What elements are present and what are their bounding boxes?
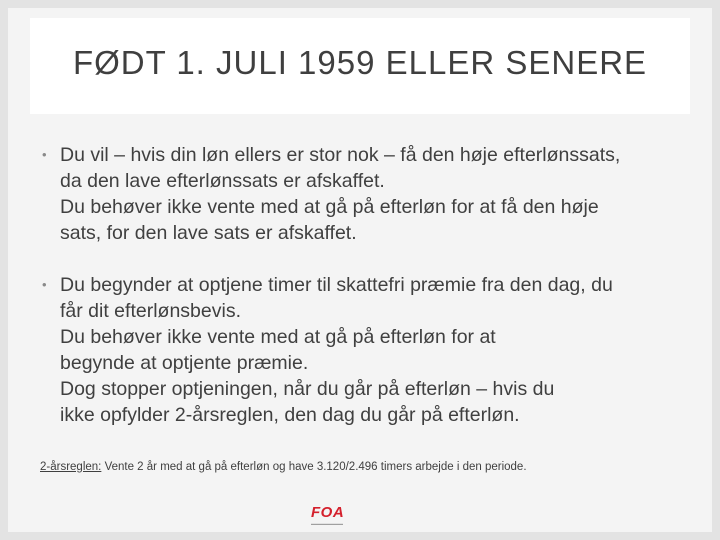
title-box [30,18,690,114]
bullet-2-line-5: Dog stopper optjeningen, når du går på efterløn – hvis du [60,378,555,400]
bullet-1-line-3: Du behøver ikke vente med at gå på efterløn for at få den høje [60,196,599,218]
bullet-1-line-4: sats, for den lave sats er afskaffet. [60,222,357,244]
footnote-text: Vente 2 år med at gå på efterløn og have 3.120/2.496 timers arbejde i den periode. [101,461,527,473]
logo-tagline: ▬▬▬▬▬▬▬▬ [311,521,343,526]
bullet-1-line-1: Du vil – hvis din løn ellers er stor nok – få den høje efterlønssats, [60,144,621,166]
bullet-2-line-6: ikke opfylder 2-årsreglen, den dag du går på efterløn. [60,404,520,426]
slide [8,8,712,532]
bullet-icon: • [42,147,47,162]
bullet-item-1 [26,142,696,246]
bullet-2-line-4: begynde at optjente præmie. [60,352,309,374]
slide-title: FØDT 1. JULI 1959 ELLER SENERE [72,44,648,81]
foa-logo [311,505,359,529]
bullet-2-line-2: får dit efterlønsbevis. [60,300,241,322]
bullet-2-line-3: Du behøver ikke vente med at gå på efterløn for at [60,326,496,348]
bullet-list [26,142,696,454]
bullet-1-line-2: da den lave efterlønssats er afskaffet. [60,170,385,192]
logo-text: FOA [311,504,345,521]
bullet-icon: • [42,277,47,292]
footnote-label: 2-årsreglen: [40,461,102,473]
bullet-2-line-1: Du begynder at optjene timer til skattefri præmie fra den dag, du [60,274,613,296]
footnote [40,461,527,473]
bullet-item-2 [26,272,696,428]
